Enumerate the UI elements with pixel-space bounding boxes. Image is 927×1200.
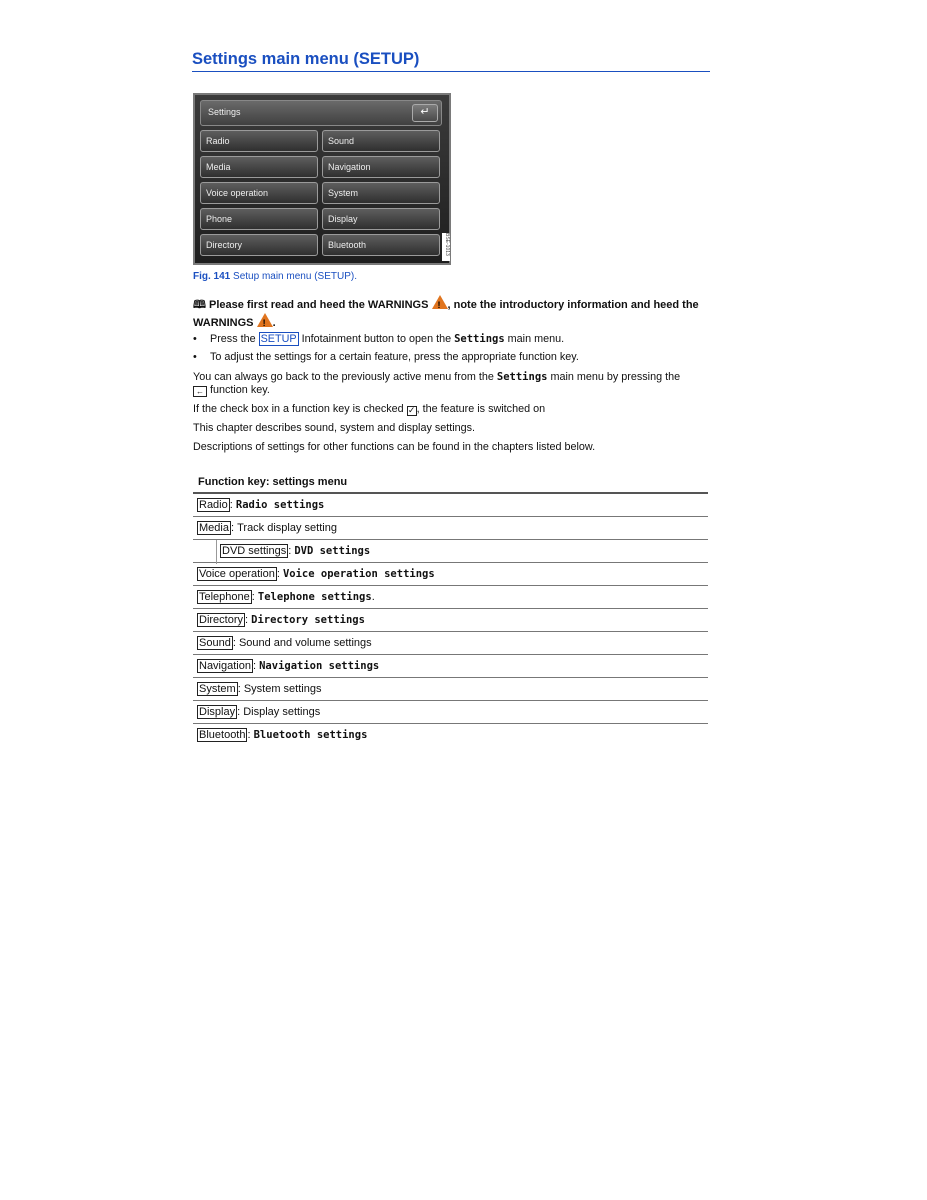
function-key-label: Radio	[199, 499, 228, 511]
table-cell	[197, 637, 372, 649]
indent-line	[216, 540, 217, 564]
bullet-dot: •	[193, 333, 197, 345]
screen-key-navigation	[322, 156, 440, 178]
table-cell	[197, 499, 324, 511]
table-cell	[197, 729, 367, 741]
table-row	[193, 540, 708, 563]
checkbox-checked-icon: ✓	[407, 405, 416, 415]
function-key-label: Navigation	[199, 660, 251, 672]
screen-key-sound	[322, 130, 440, 152]
function-key-label: Bluetooth	[199, 729, 246, 741]
table-row	[193, 655, 708, 678]
paragraph	[193, 371, 713, 397]
table-cell	[197, 568, 435, 580]
note-text: Please first read and heed the WARNINGS	[208, 299, 429, 311]
screen-key-label: Bluetooth	[328, 240, 367, 250]
separator: :	[247, 729, 254, 741]
warning-note	[193, 295, 713, 331]
setup-key-label: SETUP	[260, 333, 297, 345]
row-description: Display settings	[243, 706, 321, 718]
paragraph: This chapter describes sound, system and display settings.	[193, 422, 476, 434]
settings-chapter-name: Radio settings	[235, 499, 325, 511]
note-text: , note the introductory information and heed the WARNINGS	[193, 299, 699, 329]
separator: :	[229, 499, 236, 511]
function-key-label: Voice operation	[199, 568, 275, 580]
screen-key-phone	[200, 208, 318, 230]
screen-title: Settings	[208, 107, 241, 117]
screen-key-label: Radio	[206, 136, 230, 146]
table-row	[193, 586, 708, 609]
table-cell	[197, 683, 321, 695]
row-description: Track display setting	[237, 522, 337, 534]
bullet-text: main menu.	[507, 333, 565, 345]
separator: :	[252, 660, 260, 672]
function-key-label: Media	[199, 522, 229, 534]
screen-key-label: Voice operation	[206, 188, 269, 198]
menu-name: Settings	[454, 333, 505, 345]
screen-key-directory	[200, 234, 318, 256]
function-key-label: Sound	[199, 637, 231, 649]
table-row	[193, 609, 708, 632]
table-row	[193, 724, 708, 747]
row-description: .	[371, 591, 375, 603]
figure-caption	[193, 271, 357, 282]
screen-key-label: Navigation	[328, 162, 371, 172]
table-row	[193, 494, 708, 517]
figure-code: BSE-1013	[442, 233, 450, 261]
screen-key-voice-operation	[200, 182, 318, 204]
figure-number: Fig. 141	[193, 271, 231, 282]
separator: :	[288, 545, 295, 557]
note-text: .	[272, 317, 276, 329]
table-row	[193, 678, 708, 701]
table-cell	[197, 706, 320, 718]
settings-chapter-name: Navigation settings	[259, 660, 380, 672]
screen-key-label: Phone	[206, 214, 233, 224]
screen-key-display	[322, 208, 440, 230]
screen-key-system	[322, 182, 440, 204]
table-cell	[197, 522, 337, 534]
function-key-label: System	[199, 683, 236, 695]
separator: :	[237, 706, 244, 718]
row-description: System settings	[243, 683, 322, 695]
screen-key-label: System	[328, 188, 359, 198]
settings-chapter-name: DVD settings	[294, 545, 371, 557]
paragraph: Descriptions of settings for other functions can be found in the chapters listed below.	[193, 441, 596, 453]
screen-key-radio	[200, 130, 318, 152]
separator: :	[232, 637, 239, 649]
row-description: Sound and volume settings	[238, 637, 372, 649]
back-key-icon: ←	[193, 386, 207, 397]
separator: :	[245, 614, 252, 626]
table-row	[193, 517, 708, 540]
screen-key-label: Display	[328, 214, 358, 224]
setup-screen-figure	[193, 93, 451, 265]
paragraph-text: If the check box in a function key is checked	[193, 403, 404, 415]
paragraph-text: You can always go back to the previously active menu from the	[193, 371, 494, 383]
paragraph-text: function key.	[210, 384, 270, 396]
screen-key-bluetooth	[322, 234, 440, 256]
function-key-label: Directory	[199, 614, 244, 626]
separator: :	[276, 568, 283, 580]
table-cell	[197, 614, 365, 626]
menu-name: Settings	[496, 371, 548, 383]
table-cell	[197, 591, 375, 603]
figure-caption-text: Setup main menu (SETUP).	[233, 271, 357, 282]
settings-chapter-name: Telephone settings	[257, 591, 372, 603]
screen-key-label: Media	[206, 162, 231, 172]
table-cell	[220, 545, 370, 557]
screen-key-label: Sound	[328, 136, 355, 146]
table-cell	[197, 660, 379, 672]
table-title: Function key: settings menu	[198, 476, 348, 488]
screen-key-label: Directory	[206, 240, 243, 250]
warning-icon	[257, 313, 273, 327]
settings-chapter-name: Bluetooth settings	[253, 729, 368, 741]
function-key-table	[193, 492, 708, 747]
bullet-dot: •	[193, 351, 197, 363]
table-row	[193, 701, 708, 724]
paragraph-text: main menu by pressing the	[550, 371, 681, 383]
bullet-text: To adjust the settings for a certain feature, press the appropriate function key.	[210, 351, 579, 363]
separator: :	[237, 683, 244, 695]
warning-icon	[432, 295, 448, 309]
back-arrow-icon: ↵	[412, 104, 438, 122]
bullet-text: Infotainment button to open the	[301, 333, 452, 345]
table-row	[193, 632, 708, 655]
paragraph-text: , the feature is switched on	[416, 403, 546, 415]
book-icon: 🕮	[193, 299, 206, 311]
separator: :	[230, 522, 238, 534]
settings-chapter-name: Voice operation settings	[282, 568, 435, 580]
bullet-text: Press the	[210, 333, 256, 345]
paragraph	[193, 403, 713, 416]
function-key-label: Display	[199, 706, 236, 718]
function-key-label: Telephone	[199, 591, 250, 603]
screen-titlebar	[200, 100, 442, 126]
separator: :	[251, 591, 258, 603]
function-key-label: DVD settings	[222, 545, 287, 557]
page-heading: Settings main menu (SETUP)	[192, 50, 710, 72]
screen-key-media	[200, 156, 318, 178]
settings-chapter-name: Directory settings	[251, 614, 365, 626]
table-row	[193, 563, 708, 586]
